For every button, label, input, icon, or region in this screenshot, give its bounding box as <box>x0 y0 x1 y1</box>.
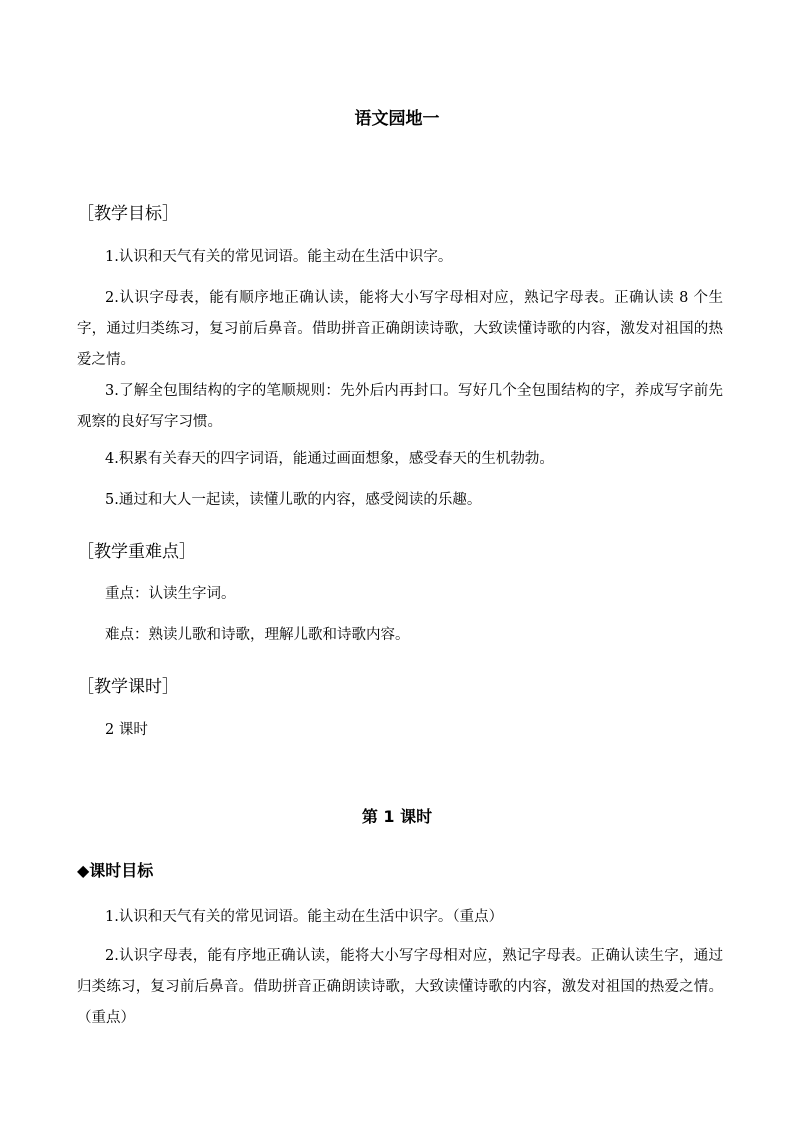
objective-item-4: 4.积累有关春天的四字词语，能通过画面想象，感受春天的生机勃勃。 <box>105 451 554 467</box>
lesson1-objectives-heading: ◆课时目标 <box>77 861 154 880</box>
page-title: 语文园地一 <box>354 109 440 129</box>
objective-item-3: 3.了解全包围结构的字的笔顺规则：先外后内再封口。写好几个全包围结构的字，养成写字前先观察的良好写字习惯。 <box>77 383 723 430</box>
section-heading-objectives: ［教学目标］ <box>77 204 179 224</box>
objective-item-5: 5.通过和大人一起读，读懂儿歌的内容，感受阅读的乐趣。 <box>105 492 482 508</box>
key-point-focus: 重点：认读生字词。 <box>105 586 236 602</box>
periods-value: 2 课时 <box>105 722 148 738</box>
section-heading-key-points: ［教学重难点］ <box>77 542 196 562</box>
objective-item-2: 2.认识字母表，能有顺序地正确认读，能将大小写字母相对应，熟记字母表。正确认读 8 个生字，通过归类练习，复习前后鼻音。借助拼音正确朗读诗歌，大致读懂诗歌的内容，激发对祖国的热爱之情。 <box>77 290 723 368</box>
lesson1-objective-item-2: 2.认识字母表，能有序地正确认读，能将大小写字母相对应，熟记字母表。正确认读生字，通过归类练习，复习前后鼻音。借助拼音正确朗读诗歌，大致读懂诗歌的内容，激发对祖国的热爱之情。（重点） <box>77 948 723 1026</box>
section-heading-periods: ［教学课时］ <box>77 677 179 697</box>
key-point-difficulty: 难点：熟读儿歌和诗歌，理解儿歌和诗歌内容。 <box>105 627 410 643</box>
lesson1-objective-item-1: 1.认识和天气有关的常见词语。能主动在生活中识字。（重点） <box>105 909 504 925</box>
objective-item-1: 1.认识和天气有关的常见词语。能主动在生活中识字。 <box>105 249 453 265</box>
lesson1-title: 第 1 课时 <box>361 807 433 826</box>
